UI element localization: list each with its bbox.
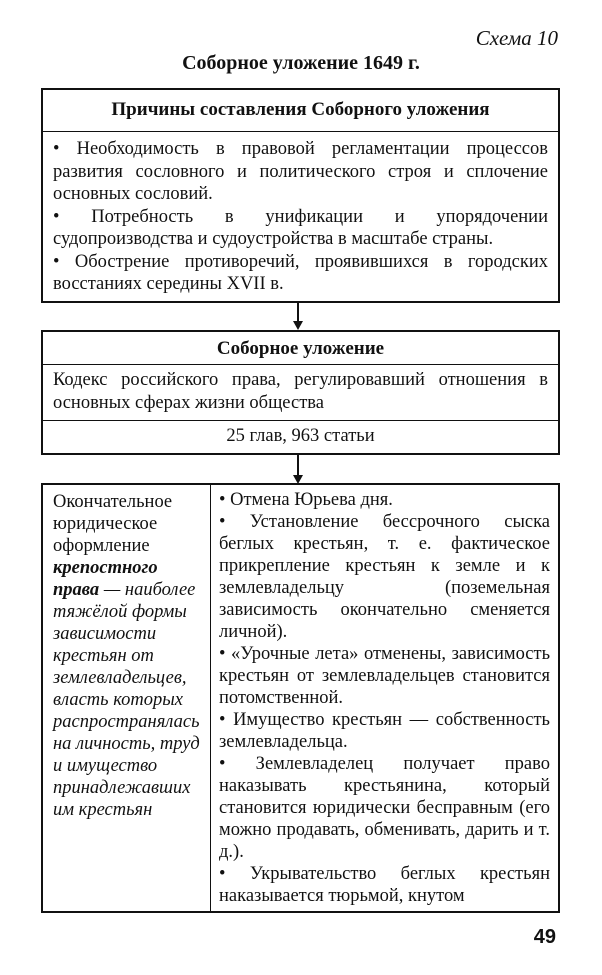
list-item: • Отмена Юрьева дня. bbox=[219, 489, 550, 511]
causes-box bbox=[41, 88, 560, 303]
arrow-head-icon bbox=[293, 321, 303, 330]
summary-rest: — наиболее тяжёлой формы зависимости крестьян от землевладельцев, власть которых распространялась на личность, труд и имущество принадлежавших им крестьян bbox=[53, 580, 200, 820]
code-box bbox=[41, 330, 560, 455]
causes-list bbox=[43, 132, 558, 296]
list-item: • Потребность в унификации и упорядочении судопроизводства и судоустройства в масштабе страны. bbox=[53, 206, 548, 251]
page-title: Соборное уложение 1649 г. bbox=[182, 52, 420, 74]
list-item: • Установление бессрочного сыска беглых крестьян, т. е. фактическое прикрепление крестьян к земле и к землевладельцу (поземельная зависимость окончательно сменяется личной). bbox=[219, 511, 550, 643]
code-definition: Кодекс российского права, регулировавший отношения в основных сферах жизни общества bbox=[43, 365, 558, 421]
consequences-list-column bbox=[211, 485, 558, 911]
list-item: • Обострение противоречий, проявившихся в городских восстаниях середины XVII в. bbox=[53, 251, 548, 296]
list-item: • Землевладелец получает право наказывать крестьянина, который становится юридически бесправным (его можно продавать, обменивать, дарить и т. д.). bbox=[219, 753, 550, 863]
arrow-connector bbox=[297, 455, 299, 477]
consequences-box bbox=[41, 483, 560, 913]
list-item: • Необходимость в правовой регламентации процессов развития сословного и политического строя и сплочение основных сословий. bbox=[53, 138, 548, 206]
summary-emphasis: крепостного права bbox=[53, 558, 158, 600]
consequences-list bbox=[219, 489, 550, 907]
page-number: 49 bbox=[533, 926, 556, 948]
schema-label: Схема 10 bbox=[475, 26, 558, 50]
list-item: • Укрывательство беглых крестьян наказывается тюрьмой, кнутом bbox=[219, 863, 550, 907]
consequences-summary bbox=[43, 485, 211, 911]
list-item: • Имущество крестьян — собственность землевладельца. bbox=[219, 709, 550, 753]
code-heading: Соборное уложение bbox=[43, 332, 558, 365]
code-stats: 25 глав, 963 статьи bbox=[226, 426, 375, 446]
causes-heading: Причины составления Соборного уложения bbox=[43, 90, 558, 132]
arrow-connector bbox=[297, 303, 299, 323]
summary-plain: Окончательное юридическое оформление bbox=[53, 492, 173, 556]
list-item: • «Урочные лета» отменены, зависимость крестьян от землевладельцев становится потомственной. bbox=[219, 643, 550, 709]
